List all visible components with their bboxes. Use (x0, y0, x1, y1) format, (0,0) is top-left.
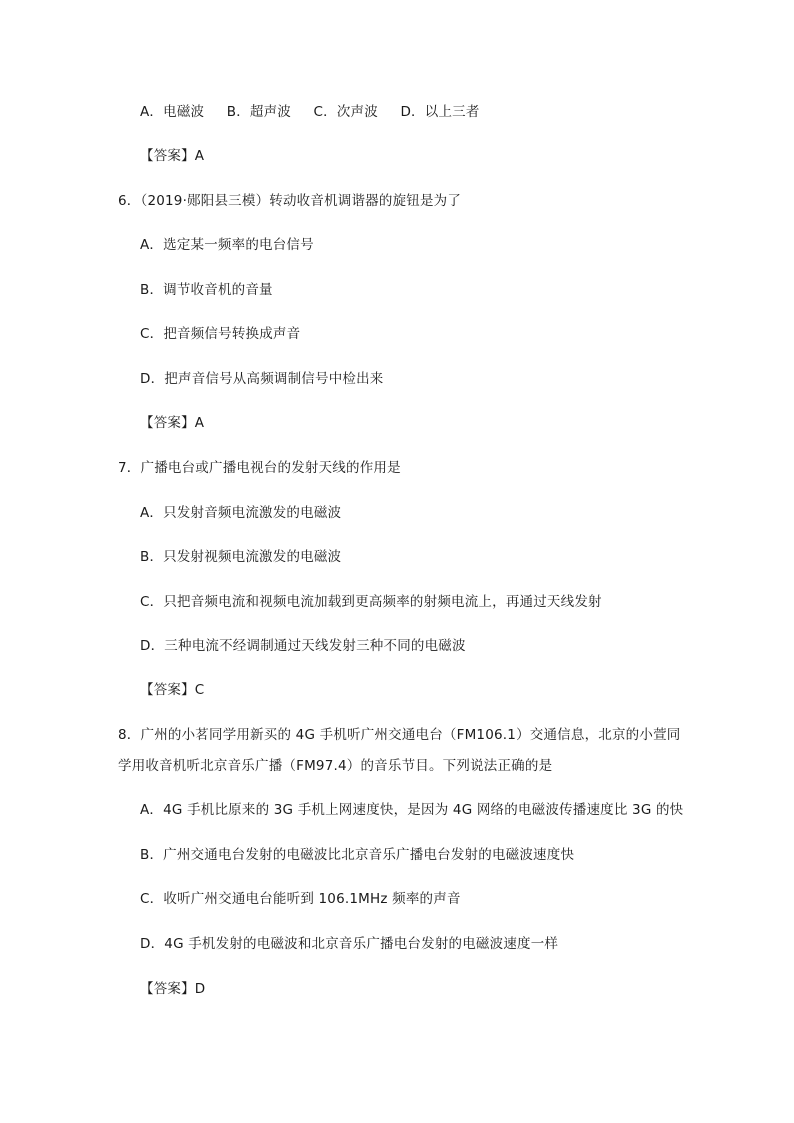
q5-options-row (140, 102, 480, 122)
q8-option-d: D．4G 手机发射的电磁波和北京音乐广播电台发射的电磁波速度一样 (140, 936, 559, 952)
q6-option-b: B．调节收音机的音量 (140, 282, 273, 298)
q5-answer: 【答案】A (140, 148, 205, 164)
q8-stem-line-2: 学用收音机听北京音乐广播（FM97.4）的音乐节目。下列说法正确的是 (118, 758, 553, 774)
q5-option-b: B．超声波 (226, 104, 292, 120)
q7-stem: 7．广播电台或广播电视台的发射天线的作用是 (118, 460, 401, 476)
q8-option-b: B．广州交通电台发射的电磁波比北京音乐广播电台发射的电磁波速度快 (140, 847, 575, 863)
q7-option-a: A．只发射音频电流激发的电磁波 (140, 505, 342, 521)
q8-stem-line-1: 8．广州的小茗同学用新买的 4G 手机听广州交通电台（FM106.1）交通信息，北京的小萱同 (118, 727, 681, 743)
q6-answer: 【答案】A (140, 415, 205, 431)
q7-option-c: C．只把音频电流和视频电流加载到更高频率的射频电流上，再通过天线发射 (140, 594, 602, 610)
q8-option-c: C．收听广州交通电台能听到 106.1MHz 频率的声音 (140, 891, 461, 907)
q6-option-c: C．把音频信号转换成声音 (140, 326, 301, 342)
q6-stem: 6．（2019·郧阳县三模）转动收音机调谐器的旋钮是为了 (118, 193, 462, 209)
q7-answer: 【答案】C (140, 682, 205, 698)
q5-option-c: C．次声波 (313, 104, 378, 120)
q7-option-b: B．只发射视频电流激发的电磁波 (140, 549, 342, 565)
q8-answer: 【答案】D (140, 981, 206, 997)
q5-option-d: D．以上三者 (400, 104, 480, 120)
q6-option-d: D．把声音信号从高频调制信号中检出来 (140, 371, 384, 387)
q6-option-a: A．选定某一频率的电台信号 (140, 237, 314, 253)
q7-option-d: D．三种电流不经调制通过天线发射三种不同的电磁波 (140, 638, 466, 654)
q8-option-a: A．4G 手机比原来的 3G 手机上网速度快，是因为 4G 网络的电磁波传播速度比 3G 的快 (140, 802, 684, 818)
q5-option-a: A．电磁波 (140, 104, 205, 120)
